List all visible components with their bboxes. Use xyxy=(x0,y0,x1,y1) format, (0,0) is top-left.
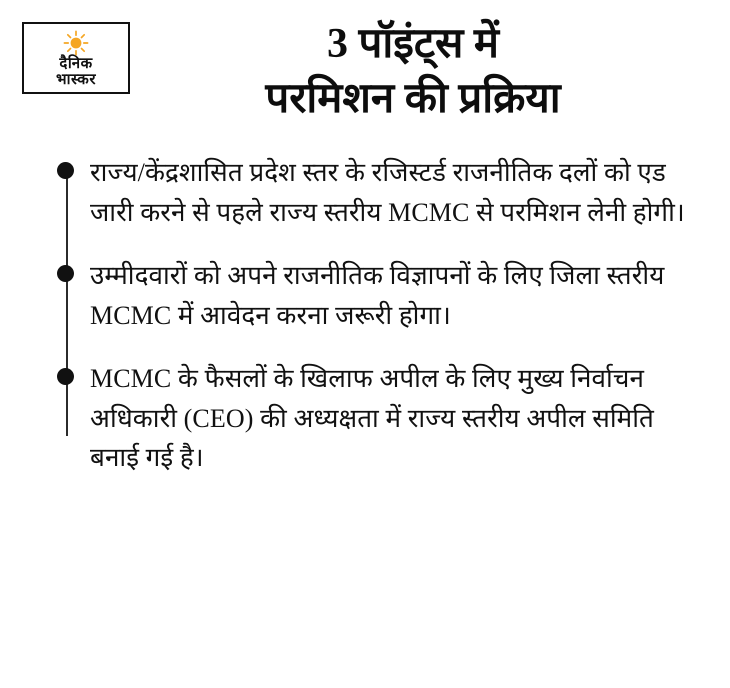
brand-name xyxy=(56,57,96,89)
list-item xyxy=(58,256,702,335)
bullet-icon xyxy=(57,368,74,385)
list-item-text: MCMC के फैसलों के खिलाफ अपील के लिए मुख्य निर्वाचन अधिकारी (CEO) की अध्यक्षता में राज्य स्तरीय अपील समिति बनाई गई है। xyxy=(90,364,654,473)
list-item xyxy=(58,359,702,478)
list-item xyxy=(58,153,702,232)
page-title xyxy=(130,18,706,125)
brand-logo xyxy=(22,22,130,94)
points-list xyxy=(0,153,730,478)
sun-icon xyxy=(63,30,89,56)
page-title-line1: 3 पॉइंट्स में xyxy=(326,21,500,67)
card-header xyxy=(0,0,730,125)
brand-name-line2: भास्कर xyxy=(56,71,96,88)
list-item-text: उम्मीदवारों को अपने राजनीतिक विज्ञापनों के लिए जिला स्तरीय MCMC में आवेदन करना जरूरी होगा। xyxy=(90,261,665,330)
list-item-text: राज्य/केंद्रशासित प्रदेश स्तर के रजिस्टर्ड राजनीतिक दलों को एड जारी करने से पहले राज्य स्तरीय MCMC से परमिशन लेनी होगी। xyxy=(90,158,685,227)
page-title-line2: परमिशन की प्रक्रिया xyxy=(265,75,561,122)
bullet-icon xyxy=(57,162,74,179)
brand-name-line1: दैनिक xyxy=(59,55,93,72)
bullet-icon xyxy=(57,265,74,282)
